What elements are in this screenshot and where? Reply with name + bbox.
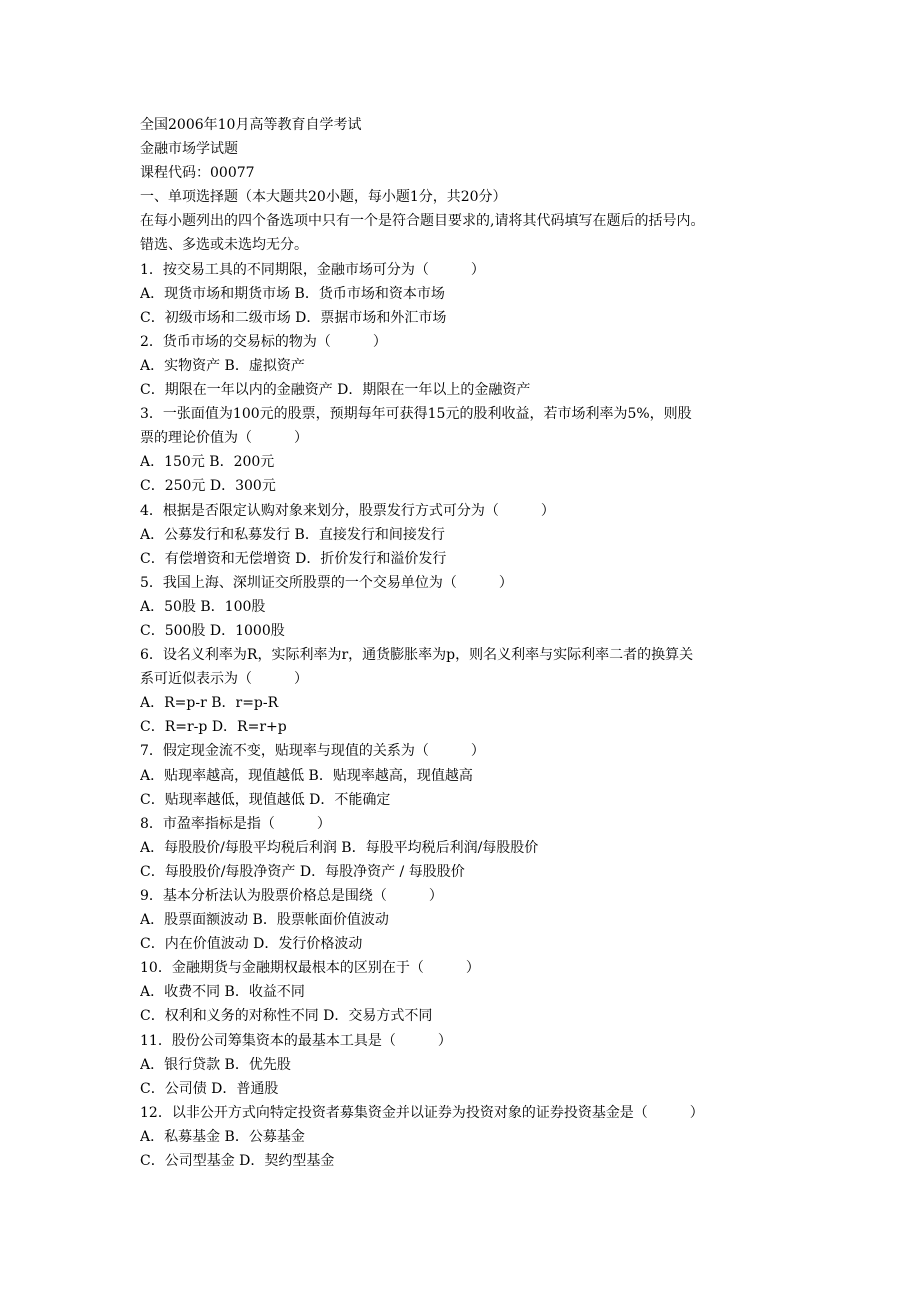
course-code: 课程代码：00077 (140, 165, 255, 182)
question-line: 10．金融期货与金融期权最根本的区别在于（ ） (140, 960, 480, 977)
question-line: C．权利和义务的对称性不同 D．交易方式不同 (140, 1008, 433, 1025)
question-line: C．每股股价/每股净资产 D．每股净资产 / 每股股价 (140, 863, 465, 880)
question-line: A．收费不同 B．收益不同 (140, 984, 305, 1001)
question-line: C．有偿增资和无偿增资 D．折价发行和溢价发行 (140, 550, 447, 567)
question-line: C．R=r-p D．R=r+p (140, 719, 287, 736)
question-line: 5．我国上海、深圳证交所股票的一个交易单位为（ ） (140, 574, 513, 591)
question-line: 2．货币市场的交易标的物为（ ） (140, 333, 387, 350)
question-line: A．私募基金 B．公募基金 (140, 1128, 305, 1145)
question-line: A．现货市场和期货市场 B．货币市场和资本市场 (140, 285, 445, 302)
question-line: A．每股股价/每股平均税后利润 B．每股平均税后利润/每股股价 (140, 839, 539, 856)
question-line: 系可近似表示为（ ） (140, 671, 308, 688)
question-line: C．初级市场和二级市场 D．票据市场和外汇市场 (140, 309, 447, 326)
question-line: 6．设名义利率为R，实际利率为r，通货膨胀率为p，则名义利率与实际利率二者的换算关 (140, 647, 694, 664)
question-line: A．股票面额波动 B．股票帐面价值波动 (140, 912, 389, 929)
question-line: A．公募发行和私募发行 B．直接发行和间接发行 (140, 526, 445, 543)
exam-title: 全国2006年10月高等教育自学考试 (140, 117, 362, 133)
question-line: 1．按交易工具的不同期限，金融市场可分为（ ） (140, 261, 485, 278)
question-line: A．50股 B．100股 (140, 598, 266, 615)
document-page (140, 113, 805, 1173)
question-line: 3．一张面值为100元的股票，预期每年可获得15元的股利收益，若市场利率为5%，则股 (140, 406, 692, 423)
question-line: C．500股 D．1000股 (140, 622, 285, 639)
question-line: 11．股份公司筹集资本的最基本工具是（ ） (140, 1032, 452, 1049)
question-line: C．内在价值波动 D．发行价格波动 (140, 936, 363, 953)
question-line: C．贴现率越低，现值越低 D．不能确定 (140, 791, 391, 808)
question-line: C．250元 D．300元 (140, 478, 276, 495)
question-list (140, 258, 805, 1174)
question-line: A．银行贷款 B．优先股 (140, 1056, 291, 1073)
question-line: 9．基本分析法认为股票价格总是围绕（ ） (140, 888, 443, 904)
question-line: 票的理论价值为（ ） (140, 430, 308, 447)
question-line: 7．假定现金流不变，贴现率与现值的关系为（ ） (140, 743, 485, 760)
instructions-line: 错选、多选或未选均无分。 (140, 237, 308, 254)
question-line: A．150元 B．200元 (140, 454, 275, 471)
instructions-line: 在每小题列出的四个备选项中只有一个是符合题目要求的,请将其代码填写在题后的括号内。 (140, 213, 705, 230)
question-line: A．实物资产 B．虚拟资产 (140, 357, 305, 374)
question-line: 8．市盈率指标是指（ ） (140, 815, 331, 832)
question-line: 4．根据是否限定认购对象来划分，股票发行方式可分为（ ） (140, 502, 555, 519)
question-line: C．公司型基金 D．契约型基金 (140, 1153, 335, 1170)
question-line: C．公司债 D．普通股 (140, 1080, 279, 1097)
question-line: A．R=p-r B．r=p-R (140, 695, 279, 712)
exam-subject: 金融市场学试题 (140, 141, 238, 158)
section-heading: 一、单项选择题（本大题共20小题，每小题1分，共20分） (140, 189, 507, 206)
question-line: 12．以非公开方式向特定投资者募集资金并以证券为投资对象的证券投资基金是（ ） (140, 1104, 704, 1121)
question-line: C．期限在一年以内的金融资产 D．期限在一年以上的金融资产 (140, 382, 531, 399)
question-line: A．贴现率越高，现值越低 B．贴现率越高，现值越高 (140, 767, 473, 784)
